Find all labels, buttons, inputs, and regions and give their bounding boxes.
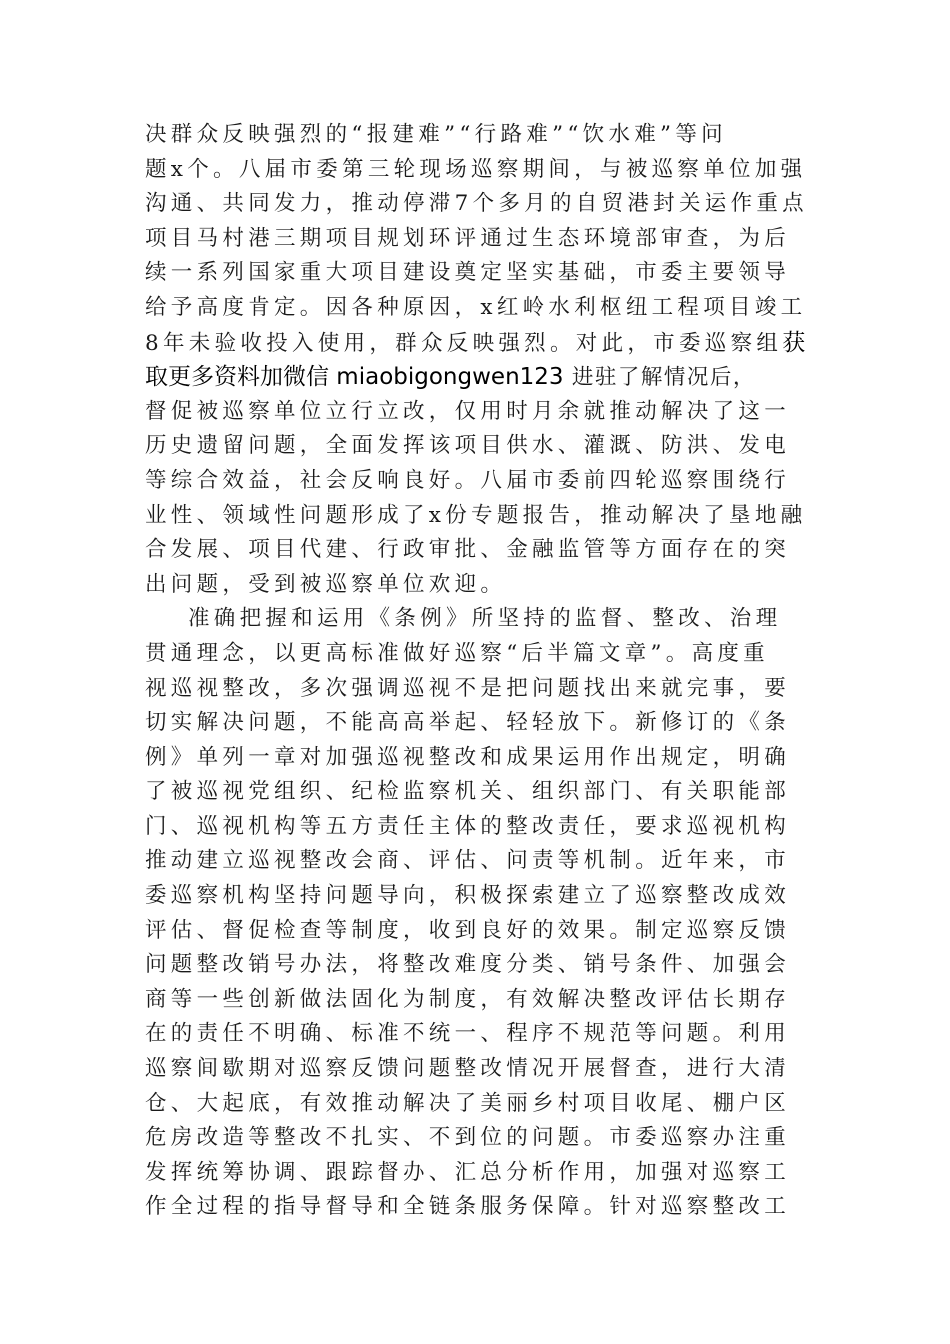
text-line: 督促被巡察单位立行立改，仅用时月余就推动解决了这一 xyxy=(145,398,791,424)
text-line: 发挥统筹协调、跟踪督办、汇总分析作用，加强对巡察工 xyxy=(145,1159,791,1185)
text-line: 巡察间歇期对巡察反馈问题整改情况开展督查，进行大清 xyxy=(145,1056,791,1082)
text-line-start: 8年未验收投入使用，群众反映强烈。对此，市委巡察组 xyxy=(145,330,783,356)
text-line: 题x个。八届市委第三轮现场巡察期间，与被巡察单位加强 xyxy=(145,156,807,182)
text-line: 问题整改销号办法，将整改难度分类、销号条件、加强会 xyxy=(145,952,791,978)
text-line: 视巡视整改，多次强调巡视不是把问题找出来就完事，要 xyxy=(145,675,791,701)
text-line: 续一系列国家重大项目建设奠定坚实基础，市委主要领导 xyxy=(145,260,791,286)
text-line: 沟通、共同发力，推动停滞7个多月的自贸港封关运作重点 xyxy=(145,191,808,217)
document-body xyxy=(145,118,808,1225)
watermark-ad-lead: 获 xyxy=(782,329,806,356)
text-line: 危房改造等整改不扎实、不到位的问题。市委巡察办注重 xyxy=(145,1125,791,1151)
text-line: 仓、大起底，有效推动解决了美丽乡村项目收尾、棚户区 xyxy=(145,1090,791,1116)
text-line-first: 准确把握和运用《条例》所坚持的监督、整改、治理 xyxy=(188,606,782,632)
text-line: 出问题，受到被巡察单位欢迎。 xyxy=(145,571,507,597)
text-line: 商等一些创新做法固化为制度，有效解决整改评估长期存 xyxy=(145,986,791,1012)
text-line xyxy=(145,326,805,361)
text-line: 业性、领域性问题形成了x份专题报告，推动解决了垦地融 xyxy=(145,502,807,528)
text-line: 项目马村港三期项目规划环评通过生态环境部审查，为后 xyxy=(145,225,791,251)
paragraph-2 xyxy=(145,602,805,1225)
text-line: 切实解决问题，不能高高举起、轻轻放下。新修订的《条 xyxy=(145,710,791,736)
text-line: 决群众反映强烈的“报建难”“行路难”“饮水难”等问 xyxy=(145,122,727,147)
text-line: 给予高度肯定。因各种原因，x红岭水利枢纽工程项目竣工 xyxy=(145,294,807,320)
text-line: 贯通理念，以更高标准做好巡察“后半篇文章”。高度重 xyxy=(145,640,769,666)
text-line: 合发展、项目代建、行政审批、金融监管等方面存在的突 xyxy=(145,537,791,563)
text-line: 评估、督促检查等制度，收到良好的效果。制定巡察反馈 xyxy=(145,917,791,943)
text-line-tail: 进驻了解情况后， xyxy=(563,365,756,391)
text-line: 例》单列一章对加强巡视整改和成果运用作出规定，明确 xyxy=(145,744,791,770)
text-line: 委巡察机构坚持问题导向，积极探索建立了巡察整改成效 xyxy=(145,883,791,909)
text-line: 作全过程的指导督导和全链条服务保障。针对巡察整改工 xyxy=(145,1194,791,1220)
text-line: 等综合效益，社会反响良好。八届市委前四轮巡察围绕行 xyxy=(145,467,791,493)
text-line: 历史遗留问题，全面发挥该项目供水、灌溉、防洪、发电 xyxy=(145,433,791,459)
text-line: 门、巡视机构等五方责任主体的整改责任，要求巡视机构 xyxy=(145,813,791,839)
watermark-ad-text: 取更多资料加微信 miaobigongwen123 xyxy=(145,364,564,391)
text-line: 推动建立巡视整改会商、评估、问责等机制。近年来，市 xyxy=(145,848,791,874)
paragraph-1 xyxy=(145,118,808,602)
ad-line xyxy=(145,360,805,395)
text-line: 了被巡视党组织、纪检监察机关、组织部门、有关职能部 xyxy=(145,779,791,805)
text-line: 在的责任不明确、标准不统一、程序不规范等问题。利用 xyxy=(145,1021,791,1047)
